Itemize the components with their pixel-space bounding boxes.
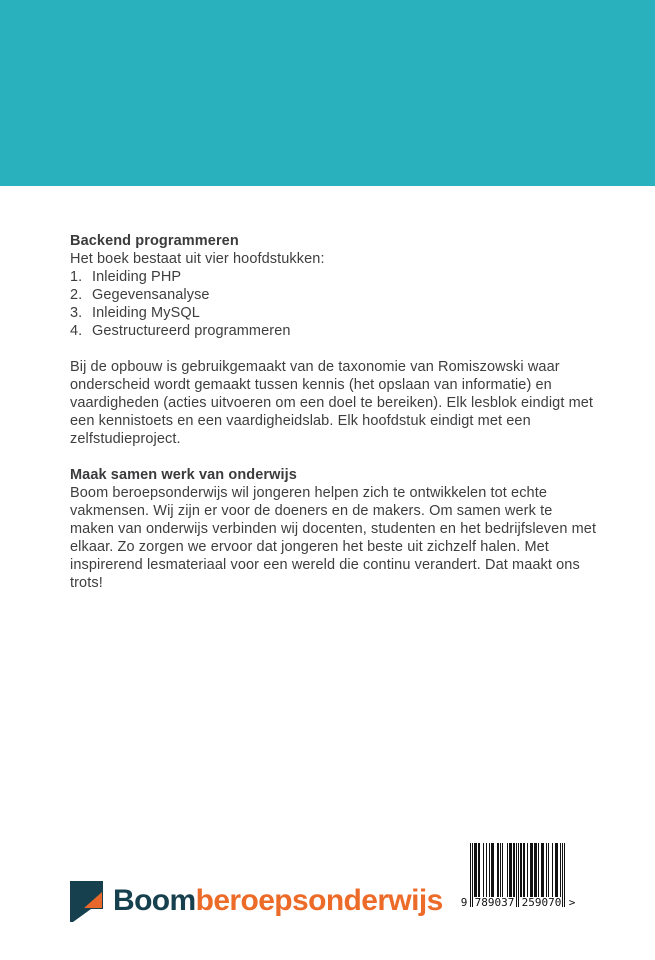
barcode-digit-group1: 789037 xyxy=(474,896,515,909)
section2-heading: Maak samen werk van onderwijs xyxy=(70,467,297,483)
logo-word-beroepsonderwijs: beroepsonderwijs xyxy=(195,884,443,917)
chapter-number: 2. xyxy=(70,287,83,303)
logo-word-boom: Boom xyxy=(113,884,196,917)
boom-logo-icon xyxy=(70,881,104,922)
section1-heading: Backend programmeren xyxy=(70,233,239,249)
chapter-item xyxy=(70,286,598,304)
chapter-number: 3. xyxy=(70,305,83,321)
chapter-label: Gegevensanalyse xyxy=(92,287,210,303)
chapter-label: Inleiding PHP xyxy=(92,269,182,285)
back-cover-text xyxy=(70,232,598,592)
chapter-number: 1. xyxy=(70,269,83,285)
chapter-label: Gestructureerd programmeren xyxy=(92,323,291,339)
publisher-logo-text xyxy=(113,880,443,922)
section1-intro: Het boek bestaat uit vier hoofdstukken: xyxy=(70,251,325,267)
barcode-arrow: > xyxy=(568,896,576,909)
barcode-digit-group2: 259070 xyxy=(521,896,562,909)
cover-top-band xyxy=(0,0,655,186)
chapter-label: Inleiding MySQL xyxy=(92,305,200,321)
publisher-logo xyxy=(70,880,443,922)
barcode-digit-first: 9 xyxy=(460,896,468,909)
isbn-barcode xyxy=(460,843,576,915)
chapter-list xyxy=(70,268,598,340)
chapter-item xyxy=(70,268,598,286)
chapter-item xyxy=(70,304,598,322)
section1-paragraph: Bij de opbouw is gebruikgemaakt van de taxonomie van Romiszowski waar onderscheid wordt gemaakt tussen kennis (het opslaan van informatie) en vaardigheden (acties uitvoeren om een doel te bereiken). Elk lesblok eindigt met een kennistoets en een vaardigheidslab. Elk hoofdstuk eindigt met een zelfstudieproject. xyxy=(70,359,594,447)
chapter-number: 4. xyxy=(70,323,83,339)
section2-paragraph: Boom beroepsonderwijs wil jongeren helpen zich te ontwikkelen tot echte vakmensen. Wij zijn er voor de doeners en de makers. Om samen werk te maken van onderwijs verbinden wij docenten, studenten en het bedrijfsleven met elkaar. Zo zorgen we ervoor dat jongeren het beste uit zichzelf halen. Met inspirerend lesmateriaal voor een wereld die continu verandert. Dat maakt ons trots! xyxy=(70,485,597,591)
chapter-item xyxy=(70,322,598,340)
